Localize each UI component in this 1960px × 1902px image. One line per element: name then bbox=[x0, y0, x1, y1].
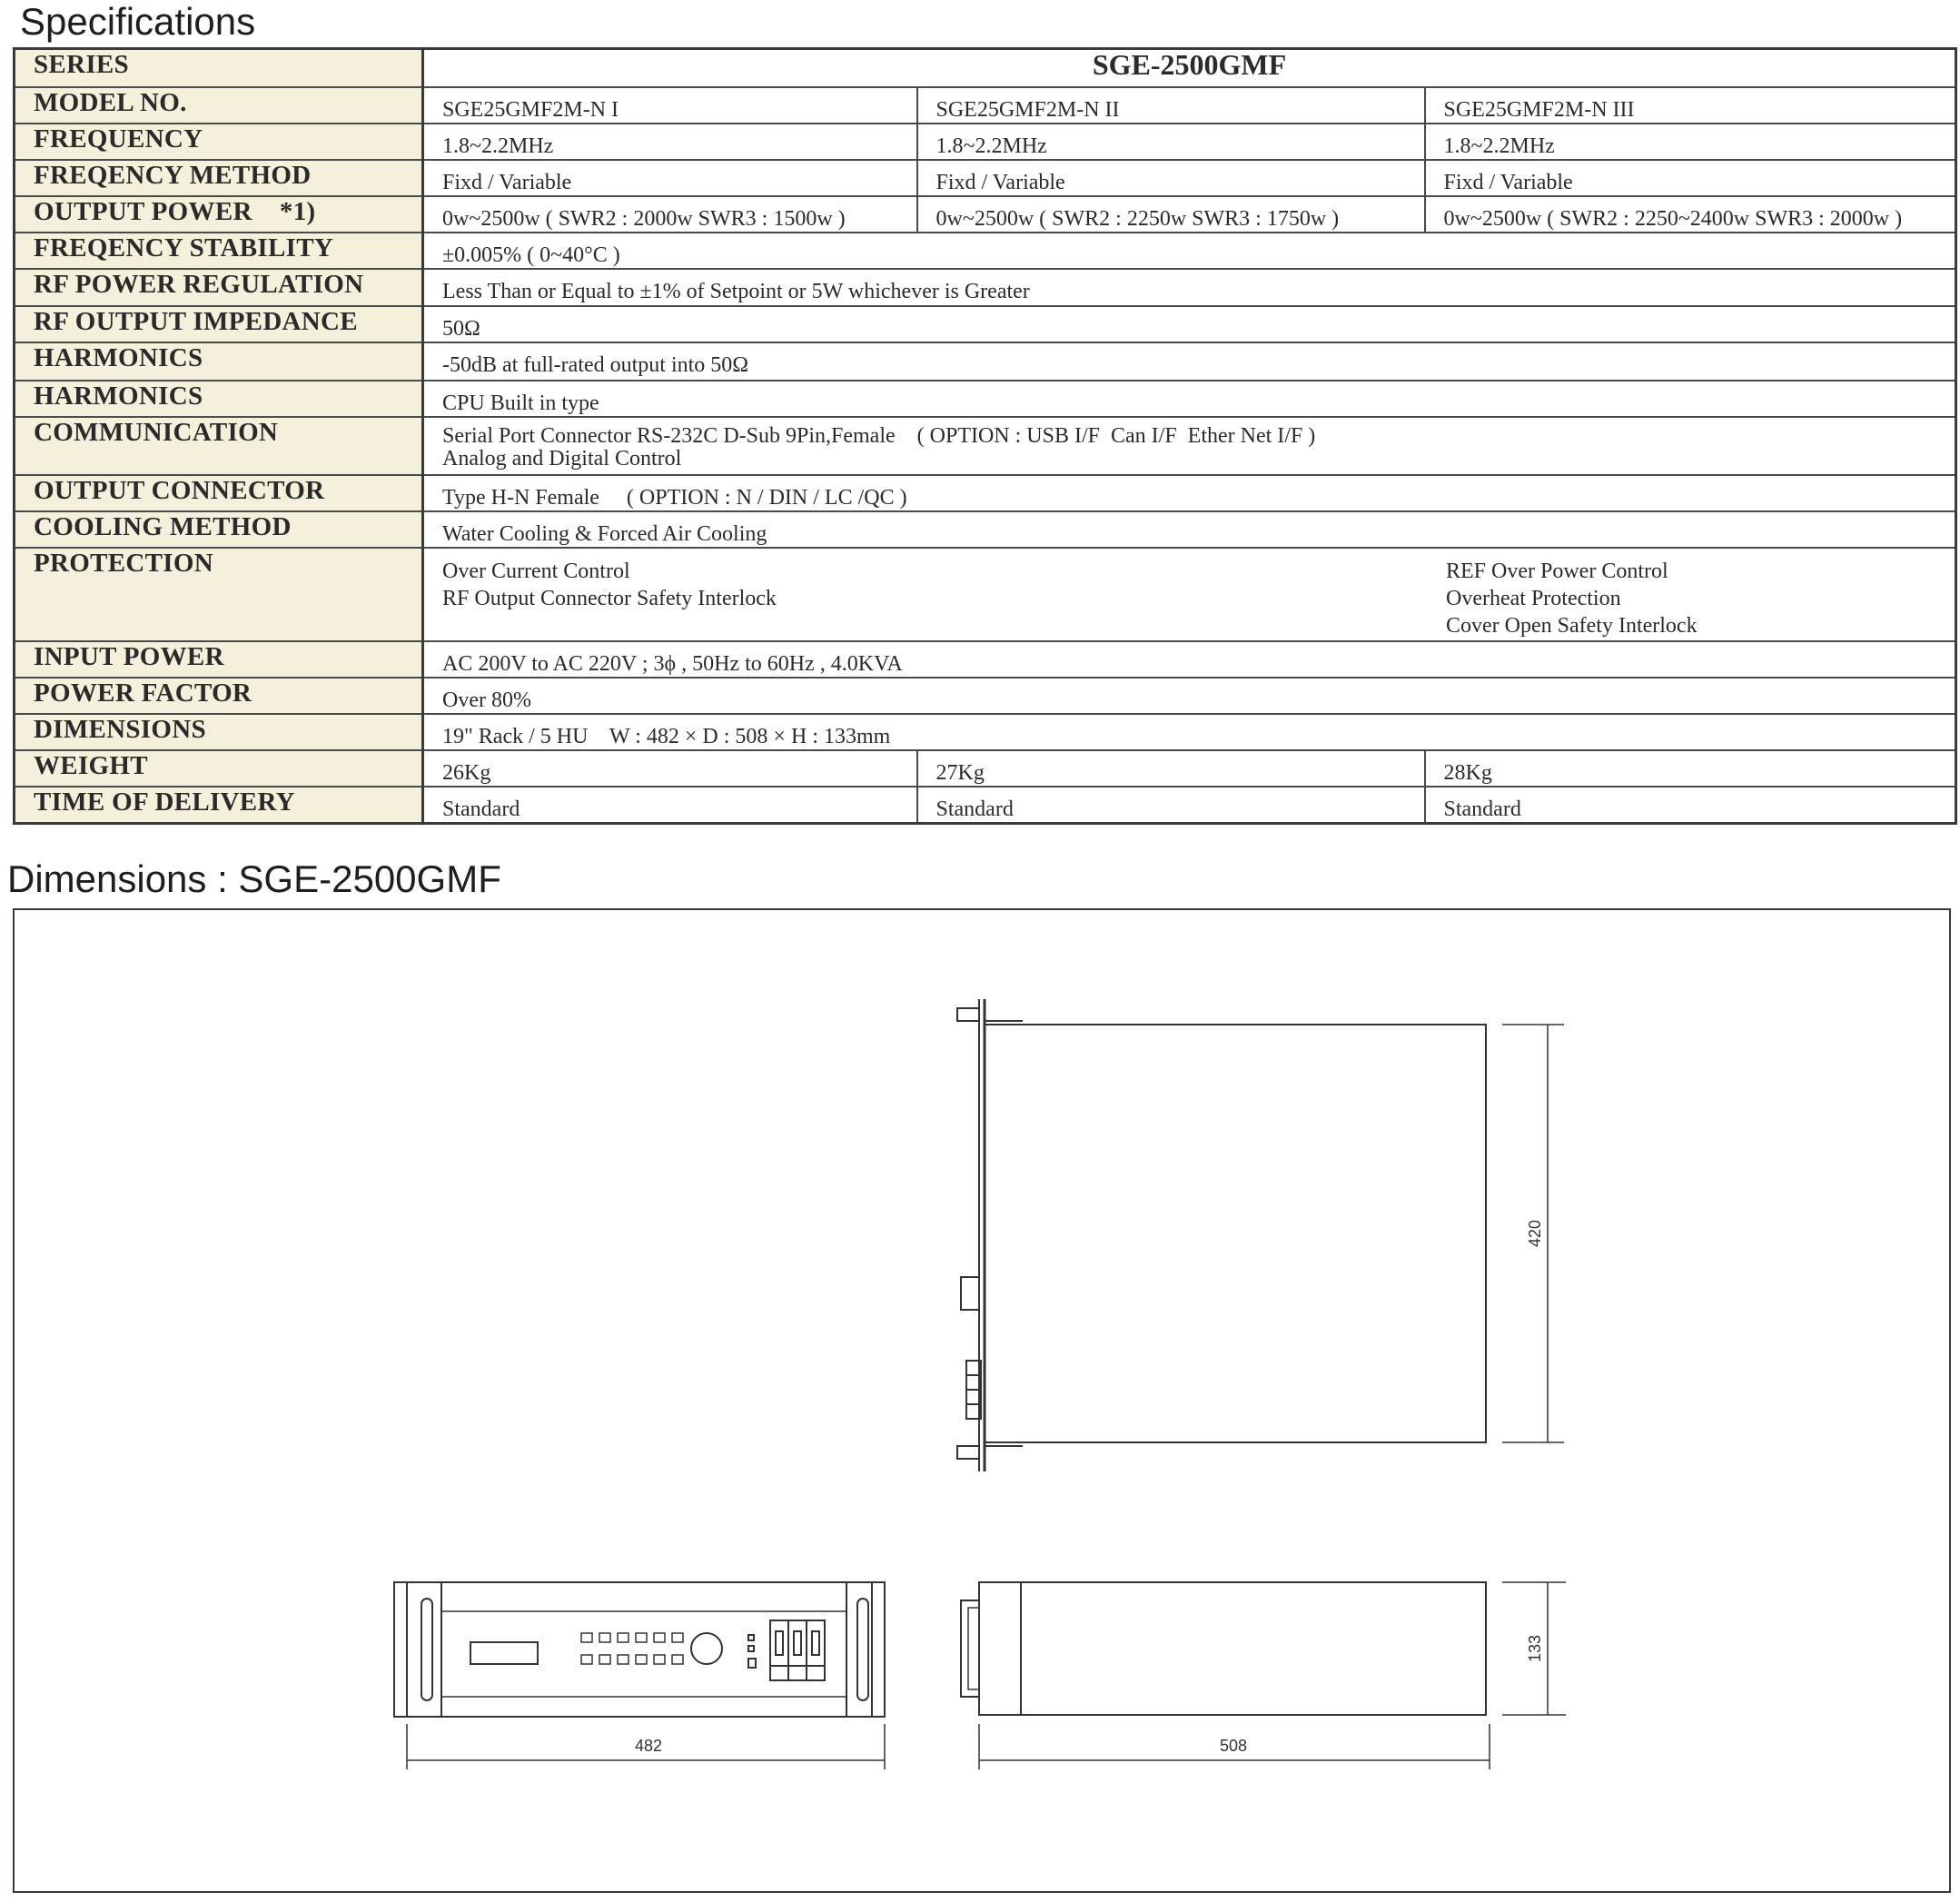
panel-button bbox=[672, 1655, 683, 1664]
output-connector-value: Type H-N Female ( OPTION : N / DIN / LC /QC ) bbox=[423, 475, 1956, 511]
row-label-weight: WEIGHT bbox=[15, 750, 423, 787]
front-view bbox=[394, 1582, 885, 1769]
weight-cell-3: 28Kg bbox=[1425, 750, 1956, 787]
switch-toggle bbox=[812, 1631, 819, 1655]
side-view-body bbox=[979, 1582, 1486, 1715]
row-label-harmonics: HARMONICS bbox=[15, 342, 423, 381]
table-row bbox=[15, 714, 1956, 750]
row-label-model: MODEL NO. bbox=[15, 87, 423, 124]
delivery-cell-2: Standard bbox=[917, 787, 1425, 824]
table-row bbox=[15, 269, 1956, 306]
panel-button bbox=[581, 1655, 592, 1664]
delivery-cell-3: Standard bbox=[1425, 787, 1956, 824]
control-knob bbox=[691, 1633, 722, 1664]
table-row bbox=[15, 87, 1956, 124]
cooling-value: Water Cooling & Forced Air Cooling bbox=[423, 511, 1956, 548]
table-row bbox=[15, 306, 1956, 342]
panel-button bbox=[581, 1633, 592, 1642]
switch-toggle bbox=[776, 1631, 783, 1655]
lcd-display bbox=[470, 1642, 538, 1664]
side-handle-inner bbox=[968, 1608, 979, 1689]
row-label-output-connector: OUTPUT CONNECTOR bbox=[15, 475, 423, 511]
protection-item: RF Output Connector Safety Interlock bbox=[442, 587, 777, 611]
row-label-dimensions: DIMENSIONS bbox=[15, 714, 423, 750]
output-power-cell-2: 0w~2500w ( SWR2 : 2250w SWR3 : 1750w ) bbox=[917, 196, 1425, 233]
freq-method-cell-1: Fixd / Variable bbox=[423, 160, 917, 196]
freq-stability-value: ±0.005% ( 0~40°C ) bbox=[423, 233, 1956, 269]
output-power-cell-3: 0w~2500w ( SWR2 : 2250~2400w SWR3 : 2000w ) bbox=[1425, 196, 1956, 233]
row-label-frequency: FREQUENCY bbox=[15, 124, 423, 160]
row-label-protection: PROTECTION bbox=[15, 548, 423, 640]
switch-toggle bbox=[794, 1631, 801, 1655]
left-handle bbox=[421, 1599, 432, 1700]
table-row bbox=[15, 381, 1956, 417]
bottom-handle-bracket bbox=[957, 1446, 979, 1459]
specifications-table bbox=[13, 47, 1957, 825]
row-label-delivery: TIME OF DELIVERY bbox=[15, 787, 423, 824]
protection-item: Over Current Control bbox=[442, 560, 630, 584]
input-power-value: AC 200V to AC 220V ; 3ϕ , 50Hz to 60Hz , 4.0KVA bbox=[423, 641, 1956, 678]
table-row bbox=[15, 548, 1956, 640]
rf-impedance-value: 50Ω bbox=[423, 306, 1956, 342]
dimension-label-482: 482 bbox=[634, 1737, 663, 1755]
indicator-led bbox=[748, 1646, 754, 1651]
harmonics-value: -50dB at full-rated output into 50Ω bbox=[423, 342, 1956, 381]
table-row bbox=[15, 641, 1956, 678]
table-row bbox=[15, 678, 1956, 714]
table-row bbox=[15, 750, 1956, 787]
panel-button bbox=[618, 1655, 629, 1664]
communication-value bbox=[423, 417, 1956, 475]
row-label-series: SERIES bbox=[15, 49, 423, 87]
panel-button bbox=[599, 1633, 610, 1642]
panel-button bbox=[599, 1655, 610, 1664]
indicator-led bbox=[748, 1635, 754, 1640]
freq-method-cell-2: Fixd / Variable bbox=[917, 160, 1425, 196]
top-view-body bbox=[985, 1025, 1486, 1442]
table-row bbox=[15, 787, 1956, 824]
frequency-cell-1: 1.8~2.2MHz bbox=[423, 124, 917, 160]
table-row bbox=[15, 196, 1956, 233]
panel-button bbox=[672, 1633, 683, 1642]
switch-panel bbox=[770, 1620, 825, 1680]
row-label-rf-regulation: RF POWER REGULATION bbox=[15, 269, 423, 306]
panel-button bbox=[618, 1633, 629, 1642]
top-view bbox=[957, 999, 1564, 1471]
row-label-power-factor: POWER FACTOR bbox=[15, 678, 423, 714]
row-label-freq-method: FREQENCY METHOD bbox=[15, 160, 423, 196]
table-row bbox=[15, 160, 1956, 196]
panel-button bbox=[654, 1655, 665, 1664]
communication-line-2: Analog and Digital Control bbox=[442, 447, 682, 471]
frequency-cell-3: 1.8~2.2MHz bbox=[1425, 124, 1956, 160]
dimension-label-508: 508 bbox=[1219, 1737, 1248, 1755]
row-label-cooling: COOLING METHOD bbox=[15, 511, 423, 548]
panel-button bbox=[654, 1633, 665, 1642]
dimension-label-420: 420 bbox=[1526, 1219, 1544, 1248]
weight-cell-2: 27Kg bbox=[917, 750, 1425, 787]
panel-button bbox=[636, 1633, 647, 1642]
power-factor-value: Over 80% bbox=[423, 678, 1956, 714]
table-row bbox=[15, 49, 1956, 87]
indicator-led bbox=[748, 1659, 756, 1668]
right-handle bbox=[857, 1599, 868, 1700]
row-label-freq-stability: FREQENCY STABILITY bbox=[15, 233, 423, 269]
protection-value bbox=[423, 548, 1956, 640]
row-label-output-power: OUTPUT POWER *1) bbox=[15, 196, 423, 233]
weight-cell-1: 26Kg bbox=[423, 750, 917, 787]
table-row bbox=[15, 511, 1956, 548]
model-cell-3: SGE25GMF2M-N III bbox=[1425, 87, 1956, 124]
table-row bbox=[15, 233, 1956, 269]
dimension-label-133: 133 bbox=[1526, 1634, 1544, 1663]
row-label-input-power: INPUT POWER bbox=[15, 641, 423, 678]
protection-lists bbox=[442, 558, 1955, 639]
delivery-cell-1: Standard bbox=[423, 787, 917, 824]
model-cell-1: SGE25GMF2M-N I bbox=[423, 87, 917, 124]
row-label-harmonics-2: HARMONICS bbox=[15, 381, 423, 417]
top-handle-bracket bbox=[957, 1008, 979, 1021]
communication-line-1: Serial Port Connector RS-232C D-Sub 9Pin,Female ( OPTION : USB I/F Can I/F Ether Net I/F ) bbox=[442, 424, 1316, 449]
specifications-heading: Specifications bbox=[20, 0, 256, 43]
dimensions-heading: Dimensions : SGE-2500GMF bbox=[7, 857, 501, 900]
protection-list-right bbox=[1446, 558, 1955, 639]
table-row bbox=[15, 342, 1956, 381]
side-view bbox=[961, 1582, 1566, 1769]
panel-button bbox=[636, 1655, 647, 1664]
row-label-communication: COMMUNICATION bbox=[15, 417, 423, 475]
row-label-rf-impedance: RF OUTPUT IMPEDANCE bbox=[15, 306, 423, 342]
series-value: SGE-2500GMF bbox=[423, 49, 1956, 87]
protection-item: Overheat Protection bbox=[1446, 587, 1621, 611]
table-row bbox=[15, 417, 1956, 475]
connector-block bbox=[961, 1277, 979, 1310]
frequency-cell-2: 1.8~2.2MHz bbox=[917, 124, 1425, 160]
dimensions-value: 19" Rack / 5 HU W : 482 × D : 508 × H : 133mm bbox=[423, 714, 1956, 750]
output-power-cell-1: 0w~2500w ( SWR2 : 2000w SWR3 : 1500w ) bbox=[423, 196, 917, 233]
protection-list-left bbox=[442, 558, 777, 639]
table-row bbox=[15, 475, 1956, 511]
protection-item: REF Over Power Control bbox=[1446, 560, 1668, 584]
harmonics-2-value: CPU Built in type bbox=[423, 381, 1956, 417]
protection-item: Cover Open Safety Interlock bbox=[1446, 614, 1698, 639]
freq-method-cell-3: Fixd / Variable bbox=[1425, 160, 1956, 196]
table-row bbox=[15, 124, 1956, 160]
model-cell-2: SGE25GMF2M-N II bbox=[917, 87, 1425, 124]
button-array bbox=[581, 1633, 683, 1664]
side-handle bbox=[961, 1600, 979, 1697]
technical-drawing bbox=[0, 908, 1960, 1893]
rf-regulation-value: Less Than or Equal to ±1% of Setpoint or 5W whichever is Greater bbox=[423, 269, 1956, 306]
